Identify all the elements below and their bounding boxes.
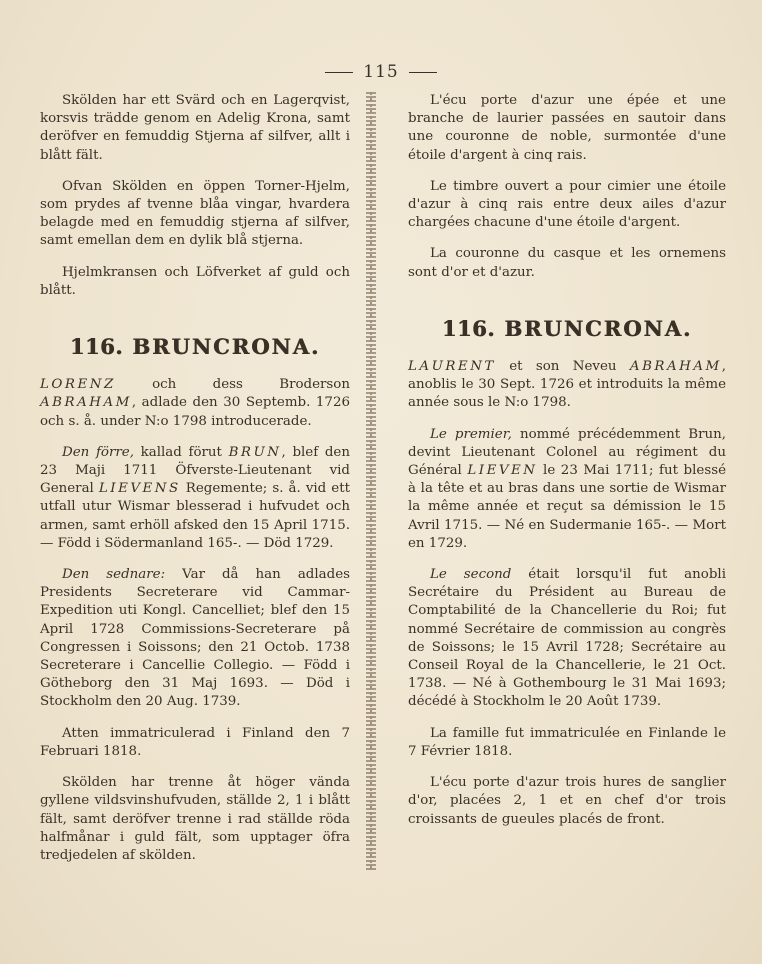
sv-paragraph-immatriculation: Atten immatriculerad i Finland den 7 Februari 1818. [40,725,350,759]
page-number: 115 [363,62,399,82]
fr-p4-b: le 23 Mai 1711; fut blessé à la tête et au bras dans une sortie de Wismar la même année et reçut sa démission le 15 Avril 1715. — Né en Sudermanie 165-. — Mort en 1729. [408,463,727,551]
fr-paragraph-arms: L'écu porte d'azur trois hures de sanglier d'or, placées 2, 1 et en chef d'or trois croissants de gueules placés de front. [408,775,726,827]
header-dash-left [325,72,353,73]
swedish-column [40,92,350,878]
fr-p5-lead: Le second [430,567,512,583]
fr-p4-name: LIEVEN [467,463,538,479]
fr-intro-rest: , anoblis le 30 Sept. 1726 et introduits la même année sous le N:o 1798. [408,359,726,411]
sv-heading-name: BRUNCRONA. [132,334,321,360]
sv-p4-lead: Den förre, [62,444,134,460]
fr-paragraph-wreath: La couronne du casque et les ornemens sont d'or et d'azur. [408,246,726,280]
sv-p4-name-2: LIEVENS [98,481,181,497]
sv-intro-mid: och dess Broderson [115,377,350,393]
header-dash-right [409,72,437,73]
fr-paragraph-second-person [408,566,726,712]
sv-p4-c: Regemente; s. å. vid ett utfall utur Wismar blesserad i hufvudet och armen, samt erhöll afsked den 15 April 1715. — Född i Södermanland 165-. — Död 1729. [40,481,350,551]
sv-paragraph-first-person [40,444,350,553]
page-header [0,62,762,82]
sv-intro-rest: , adlade den 30 Septemb. 1726 och s. å. under N:o 1798 introducerade. [40,395,350,429]
fr-intro-name-1: LAURENT [408,359,496,375]
fr-family-heading [408,315,726,341]
fr-heading-name: BRUNCRONA. [504,315,693,341]
sv-p5-text: Var då han adlades Presidents Secreterare vid Cammar-Expedition uti Kongl. Cancelliet; blef den 15 April 1728 Commissions-Secreterare på Congressen i Soissons; den 21 Octob. 1738 Secreterare i Cancellie Collegio. — Född i Götheborg den 31 Maj 1693. — Död i Stockholm den 20 Aug. 1739. [40,567,351,710]
sv-paragraph-intro [40,376,350,431]
sv-p4-name: BRUN [228,444,282,460]
column-divider [366,92,376,872]
sv-paragraph-helmet: Ofvan Skölden en öppen Torner-Hjelm, som prydes af tvenne blåa vingar, hvardera belagde med en femuddig stjerna af silfver, samt emellan dem en dylik blå stjerna. [40,178,350,249]
sv-family-heading [40,334,350,360]
fr-intro-name-2: ABRAHAM [629,359,722,375]
sv-paragraph-shield: Skölden har ett Svärd och en Lagerqvist, korsvis trädde genom en Adelig Krona, samt deröfver en femuddig Stjerna af silfver, allt i blått fält. [40,93,350,163]
fr-paragraph-intro [408,358,726,413]
fr-paragraph-first-person [408,426,726,553]
fr-p4-a: nommé précédemment Brun, devint Lieutenant Colonel au régiment du Général [408,426,727,479]
sv-p4-b: , blef den 23 Maji 1711 Öfverste-Lieutenant vid General [40,444,350,497]
sv-intro-name-2: ABRAHAM [40,395,132,411]
fr-p5-text: était lorsqu'il fut anobli Secrétaire du Président au Bureau de Comptabilité de la Chancellerie du Roi; fut nommé Secrétaire de commission au congrès de Soissons; le 15 Avril 1728; Secrétaire au Conseil Royal de la Chancellerie, le 21 Oct. 1738. — Né à Gothembourg le 31 Mai 1693; décédé à Stockholm le 20 Août 1739. [408,567,726,710]
sv-paragraph-arms: Skölden har trenne åt höger vända gyllene vildsvinshufvuden, ställde 2, 1 i blått fält, samt deröfver trenne i rad ställde röda halfmånar i guld fält, som upptager öfra tredjedelen af skölden. [40,775,350,863]
fr-heading-number: 116. [441,315,495,341]
fr-paragraph-helmet: Le timbre ouvert a pour cimier une étoile d'azur à cinq rais entre deux ailes d'azur chargées chacune d'une étoile d'argent. [408,178,726,231]
fr-p4-lead: Le premier, [430,426,512,442]
sv-heading-number: 116. [69,334,123,360]
sv-p5-lead: Den sednare: [62,567,166,583]
fr-paragraph-shield: L'écu porte d'azur une épée et une branche de laurier passées en sautoir dans une couronne de noble, surmontée d'une étoile d'argent à cinq rais. [408,93,726,163]
sv-p4-a: kallad förut [133,444,229,460]
french-column [408,92,726,842]
sv-intro-name-1: LORENZ [40,377,116,393]
sv-paragraph-second-person [40,566,350,712]
fr-paragraph-immatriculation: La famille fut immatriculée en Finlande le 7 Février 1818. [408,725,726,759]
fr-intro-mid: et son Neveu [495,359,630,375]
sv-paragraph-wreath: Hjelmkransen och Löfverket af guld och blått. [40,264,350,298]
